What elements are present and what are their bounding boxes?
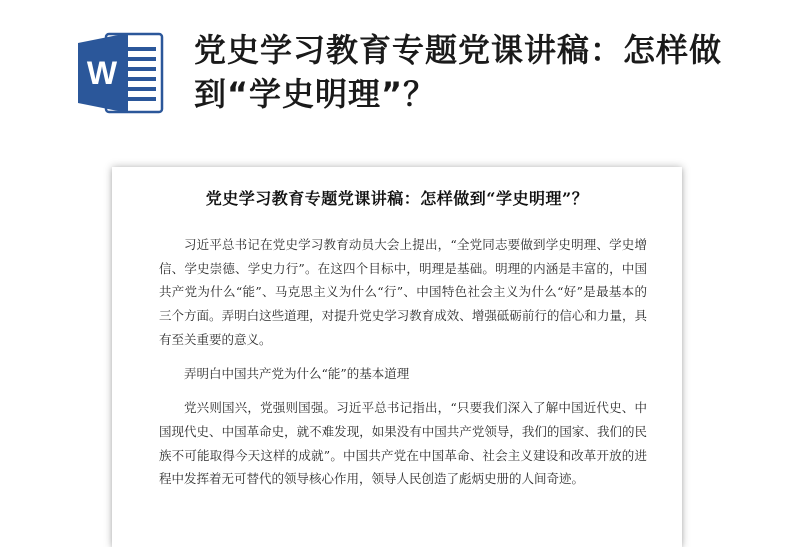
section-heading: 弄明白中国共产党为什么“能”的基本道理 [184,365,410,381]
paragraph-section-1: 党兴则国兴，党强则国强。习近平总书记指出，“只要我们深入了解中国近代史、中国现代史、中国革命史，就不难发现，如果没有中国共产党领导，我们的国家、我们的民族不可能取得今天这样的成就”。中国共产党在中国革命、社会主义建设和改革开放的进程中发挥着无可替代的领导核心作用，领导人民创造了彪炳史册的人间奇迹。 [159,400,647,487]
word-icon-letter: W [86,55,118,91]
document-title: 党史学习教育专题党课讲稿：怎样做到“学史明理”？ [205,189,589,208]
document-page [112,167,682,547]
word-document-icon [78,31,164,115]
document-body [159,233,647,501]
paragraph-intro: 习近平总书记在党史学习教育动员大会上提出，“全党同志要做到学史明理、学史增信、学史崇德、学史力行”。在这四个目标中，明理是基础。明理的内涵是丰富的，中国共产党为什么“能”、马克思主义为什么“行”、中国特色社会主义为什么“好”是最基本的三个方面。弄明白这些道理，对提升党史学习教育成效、增强砥砺前行的信心和力量，具有至关重要的意义。 [159,237,647,347]
page-title: 党史学习教育专题党课讲稿：怎样做到“学史明理”？ [194,31,723,113]
header [0,0,800,150]
